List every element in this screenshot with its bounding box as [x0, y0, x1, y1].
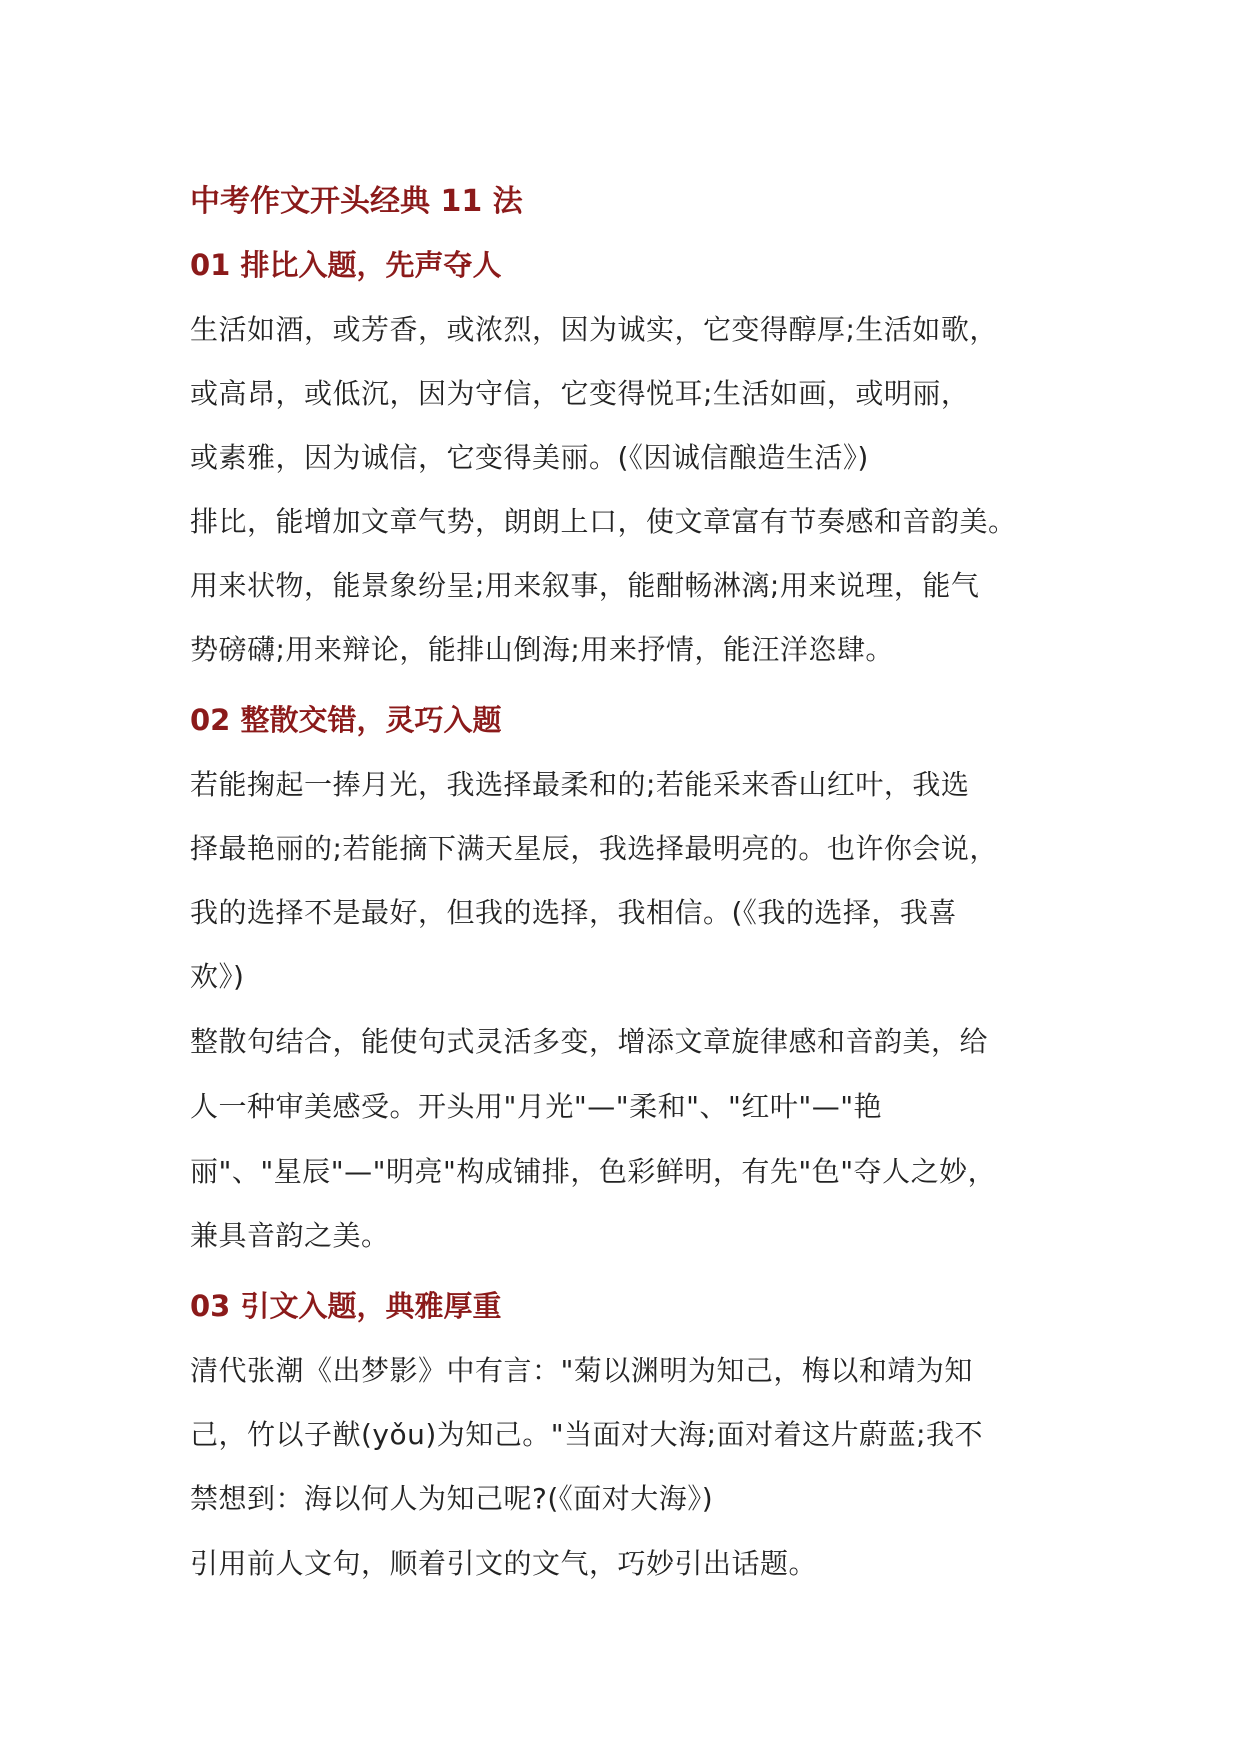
explanation-line: 排比，能增加文章气势，朗朗上口，使文章富有节奏感和音韵美。 — [190, 505, 1017, 538]
section-heading: 02 整散交错，灵巧入题 — [190, 703, 502, 737]
explanation-line: 丽"、"星辰"—"明亮"构成铺排，色彩鲜明，有先"色"夺人之妙， — [190, 1155, 997, 1188]
explanation-line: 用来状物，能景象纷呈;用来叙事，能酣畅淋漓;用来说理，能气 — [190, 569, 980, 602]
explanation-line: 势磅礴;用来辩论，能排山倒海;用来抒情，能汪洋恣肆。 — [190, 633, 894, 666]
explanation-line: 人一种审美感受。开头用"月光"—"柔和"、"红叶"—"艳 — [190, 1090, 883, 1123]
example-line: 欢》) — [190, 960, 245, 993]
example-line: 己，竹以子猷(yǒu)为知己。"当面对大海;面对着这片蔚蓝;我不 — [190, 1418, 984, 1451]
example-line: 禁想到：海以何人为知己呢?(《面对大海》) — [190, 1482, 714, 1515]
example-line: 生活如酒，或芳香，或浓烈，因为诚实，它变得醇厚;生活如歌， — [190, 313, 998, 346]
example-line: 或素雅，因为诚信，它变得美丽。(《因诚信酿造生活》) — [190, 441, 869, 474]
example-line: 或高昂，或低沉，因为守信，它变得悦耳;生活如画，或明丽， — [190, 377, 970, 410]
explanation-line: 整散句结合，能使句式灵活多变，增添文章旋律感和音韵美，给 — [190, 1025, 989, 1058]
example-line: 清代张潮《出梦影》中有言："菊以渊明为知己，梅以和靖为知 — [190, 1354, 973, 1387]
example-line: 我的选择不是最好，但我的选择，我相信。(《我的选择，我喜 — [190, 896, 957, 929]
example-line: 择最艳丽的;若能摘下满天星辰，我选择最明亮的。也许你会说， — [190, 832, 998, 865]
document-title: 中考作文开头经典 11 法 — [190, 184, 523, 219]
section-heading: 03 引文入题，典雅厚重 — [190, 1289, 502, 1323]
example-line: 若能掬起一捧月光，我选择最柔和的;若能采来香山红叶，我选 — [190, 768, 970, 801]
explanation-line: 引用前人文句，顺着引文的文气，巧妙引出话题。 — [190, 1547, 818, 1580]
section-heading: 01 排比入题，先声夺人 — [190, 248, 502, 282]
explanation-line: 兼具音韵之美。 — [190, 1219, 390, 1252]
